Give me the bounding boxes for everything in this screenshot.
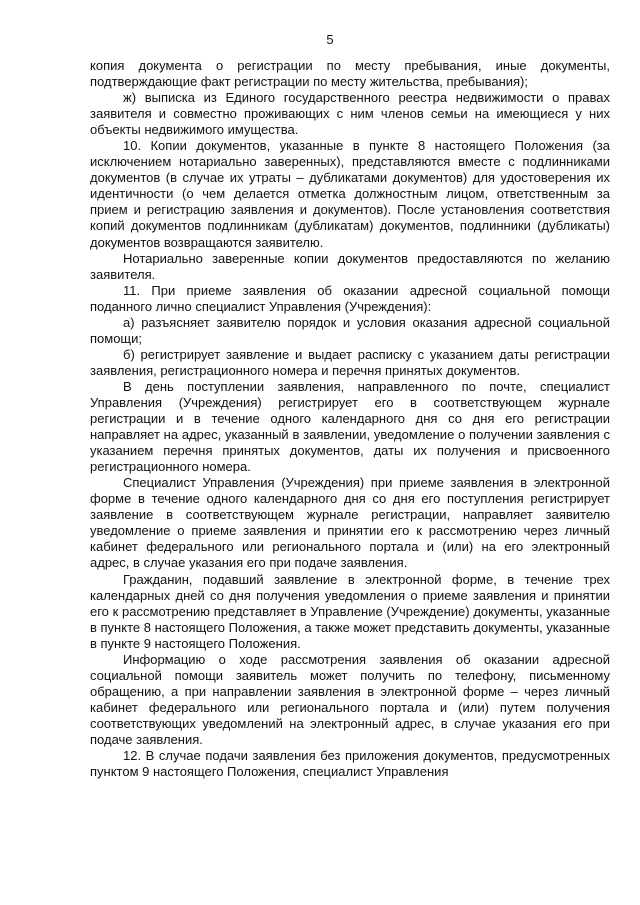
document-body <box>90 58 610 780</box>
paragraph-clause-10: 10. Копии документов, указанные в пункте 8 настоящего Положения (за исключением нотариально заверенных), представляются вместе с подлинниками документов (в случае их утраты – дубликатами документов) для удостоверения их идентичности (о чем делается отметка должностным лицом, ответственным за прием и регистрацию заявления и документов). После установления соответствия копий документов подлинникам (дубликатам) документов, подлинники (дубликаты) документов возвращаются заявителю. <box>90 138 610 250</box>
page-number: 5 <box>326 32 334 47</box>
paragraph-notarized-copies: Нотариально заверенные копии документов предоставляются по желанию заявителя. <box>90 250 610 282</box>
paragraph-item-zh: ж) выписка из Единого государственного реестра недвижимости о правах заявителя и совместно проживающих с ним членов семьи на имеющиеся у них объекты недвижимого имущества. <box>90 90 610 138</box>
paragraph-clause-11: 11. При приеме заявления об оказании адресной социальной помощи поданного лично специалист Управления (Учреждения): <box>90 282 610 314</box>
paragraph-status-information: Информацию о ходе рассмотрения заявления об оказании адресной социальной помощи заявитель может получить по телефону, письменному обращению, а при направлении заявления в электронной форме – через личный кабинет федерального или регионального портала и (или) путем получения соответствующих уведомлений на электронный адрес, в случае указания его при подаче заявления. <box>90 651 610 747</box>
paragraph-citizen-documents: Гражданин, подавший заявление в электронной форме, в течение трех календарных дней со дня получения уведомления о приеме заявления и принятии его к рассмотрению представляет в Управление (Учреждение) документы, указанные в пункте 8 настоящего Положения, а также может представить документы, указанные в пункте 9 настоящего Положения. <box>90 571 610 651</box>
paragraph-electronic-submission: Специалист Управления (Учреждения) при приеме заявления в электронной форме в течение одного календарного дня со дня его поступления регистрирует заявление в соответствующем журнале регистрации, направляет заявителю уведомление о приеме заявления и принятии его к рассмотрению через личный кабинет федерального или регионального портала и (или) на его электронный адрес, в случае указания его при подаче заявления. <box>90 475 610 571</box>
paragraph-mail-submission: В день поступлении заявления, направленного по почте, специалист Управления (Учреждения) регистрирует его в соответствующем журнале регистрации и в течение одного календарного дня со дня его регистрации направляет на адрес, указанный в заявлении, уведомление о получении заявления с указанием перечня принятых документов, даты их получения и присвоенного регистрационного номера. <box>90 378 610 475</box>
paragraph-item-a: а) разъясняет заявителю порядок и условия оказания адресной социальной помощи; <box>90 314 610 346</box>
paragraph-item-b: б) регистрирует заявление и выдает расписку с указанием даты регистрации заявления, регистрационного номера и перечня принятых документов. <box>90 346 610 378</box>
paragraph-continuation: копия документа о регистрации по месту пребывания, иные документы, подтверждающие факт регистрации по месту жительства, пребывания); <box>90 58 610 90</box>
paragraph-clause-12: 12. В случае подачи заявления без приложения документов, предусмотренных пунктом 9 настоящего Положения, специалист Управления <box>90 748 610 780</box>
